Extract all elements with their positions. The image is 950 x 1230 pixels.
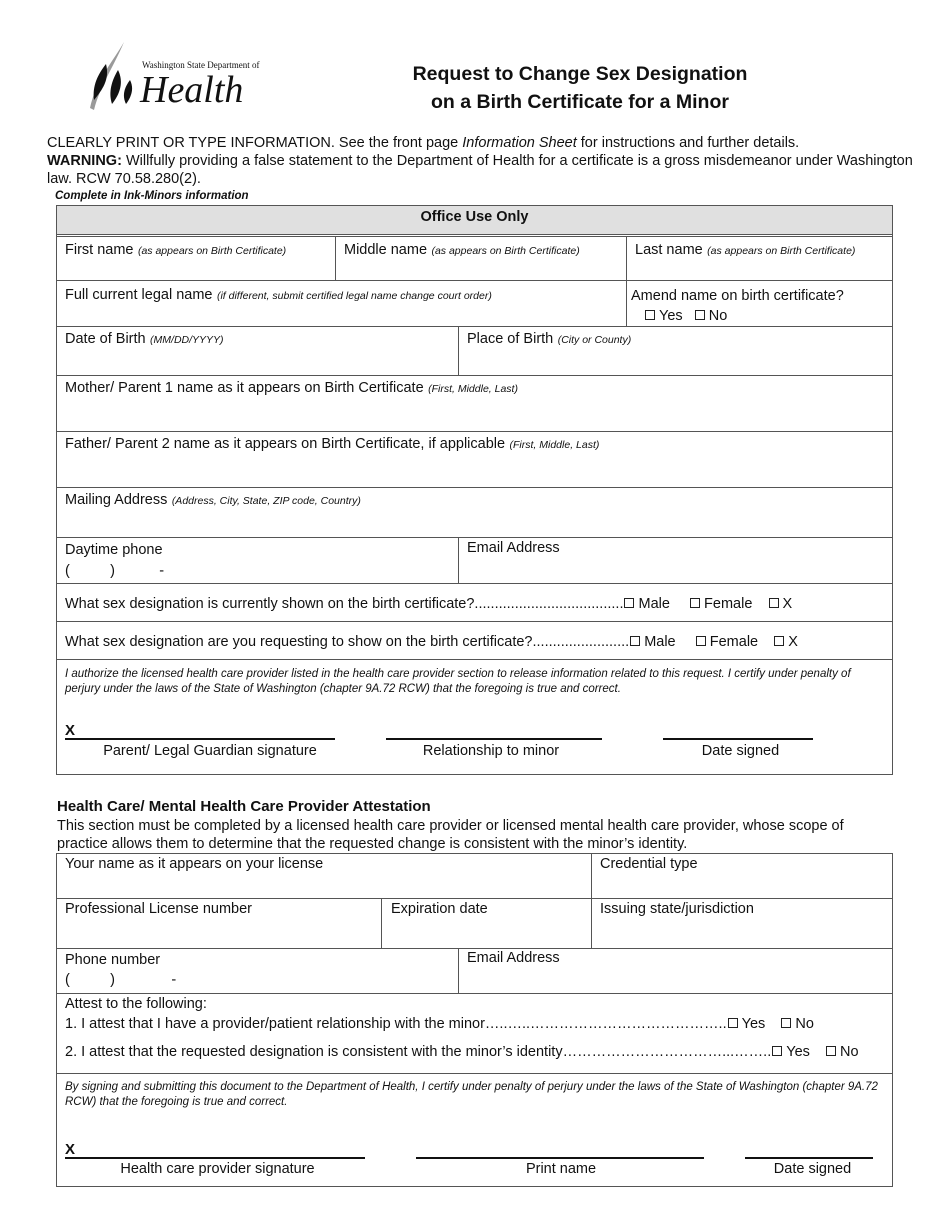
guardian-signature-line[interactable] — [65, 738, 335, 740]
parent1-field[interactable] — [65, 379, 885, 397]
issuing-state-field[interactable]: Issuing state/jurisdiction — [600, 901, 754, 917]
daytime-phone-field[interactable] — [65, 540, 450, 582]
requested-x-checkbox[interactable] — [774, 636, 784, 646]
amend-name-label: Amend name on birth certificate? — [631, 288, 844, 304]
daytime-phone-format: ( ) - — [65, 563, 165, 579]
pob-field[interactable] — [467, 330, 887, 348]
requested-sex-question: What sex designation are you requesting to show on the birth certificate?........................ — [65, 634, 630, 650]
attest-1-text: 1. I attest that I have a provider/patient relationship with the minor…..…..………………………………….. — [65, 1016, 727, 1032]
attest-1-no-label: No — [795, 1016, 814, 1032]
current-x-label: X — [782, 596, 793, 612]
dob-hint: (MM/DD/YYYY) — [150, 334, 224, 346]
provider-date-label: Date signed — [773, 1161, 852, 1177]
provider-description: This section must be completed by a licensed health care provider or licensed mental health care provider, whose scope of practice allows them to determine that the requested change is consistent with the minor’s identity. — [57, 818, 844, 852]
first-name-hint: (as appears on Birth Certificate) — [137, 245, 287, 257]
current-male-label: Male — [638, 596, 670, 612]
intro-text — [47, 134, 917, 188]
warning-text: Willfully providing a false statement to the Department of Health for a certificate is a gross misdemeanor under Washington law. RCW 70.58.280(2). — [47, 153, 913, 187]
logo-wordmark: Health — [140, 69, 244, 111]
middle-name-field[interactable] — [344, 241, 619, 259]
mailing-hint: (Address, City, State, ZIP code, Country) — [171, 495, 361, 507]
parent1-hint: (First, Middle, Last) — [428, 383, 518, 395]
intro-italic: Information Sheet — [462, 135, 577, 151]
certify-text: By signing and submitting this document to the Department of Health, I certify under penalty of perjury under the laws of the State of Washington (chapter 9A.72 RCW) that the foregoing is true and correct. — [65, 1081, 878, 1108]
middle-name-label: Middle name — [344, 242, 428, 258]
first-name-label: First name — [65, 242, 134, 258]
provider-date-line[interactable] — [745, 1157, 873, 1159]
provider-heading: Health Care/ Mental Health Care Provider Attestation — [57, 798, 431, 815]
credential-type-field[interactable]: Credential type — [600, 856, 698, 872]
requested-female-checkbox[interactable] — [696, 636, 706, 646]
attest-2-no-checkbox[interactable] — [826, 1046, 836, 1056]
requested-female-label: Female — [709, 634, 759, 650]
amend-name-question — [631, 286, 889, 326]
intro-part2: for instructions and further details. — [576, 135, 800, 151]
legal-name-hint: (if different, submit certified legal name change court order) — [216, 290, 492, 302]
attest-1-row — [65, 1016, 814, 1032]
expiration-date-field[interactable]: Expiration date — [391, 901, 488, 917]
provider-name-field[interactable]: Your name as it appears on your license — [65, 856, 324, 872]
form-title — [360, 60, 800, 116]
provider-signature-line[interactable] — [65, 1157, 365, 1159]
logo-dept-line: Washington State Department of — [142, 60, 260, 70]
print-name-label: Print name — [525, 1161, 597, 1177]
last-name-hint: (as appears on Birth Certificate) — [707, 245, 856, 257]
office-use-header: Office Use Only — [57, 206, 892, 235]
provider-phone-label: Phone number — [65, 952, 161, 968]
amend-no-label: No — [708, 308, 728, 324]
guardian-date-line[interactable] — [663, 738, 813, 740]
current-male-checkbox[interactable] — [624, 598, 634, 608]
print-name-line[interactable] — [416, 1157, 704, 1159]
provider-email-field[interactable]: Email Address — [467, 950, 560, 966]
last-name-field[interactable] — [635, 241, 890, 259]
requested-male-label: Male — [644, 634, 676, 650]
attest-1-yes-label: Yes — [741, 1016, 766, 1032]
doh-logo — [84, 40, 260, 112]
title-line-1: Request to Change Sex Designation — [412, 63, 748, 85]
daytime-phone-label: Daytime phone — [65, 542, 163, 558]
first-name-field[interactable] — [65, 241, 325, 259]
dob-label: Date of Birth — [65, 331, 146, 347]
attest-2-text: 2. I attest that the requested designation is consistent with the minor’s identity……………………………...…….. — [65, 1044, 772, 1060]
middle-name-hint: (as appears on Birth Certificate) — [431, 245, 580, 257]
provider-phone-format: ( ) - — [65, 972, 177, 988]
mailing-label: Mailing Address — [65, 492, 168, 508]
provider-sig-x: X — [65, 1141, 76, 1158]
title-line-2: on a Birth Certificate for a Minor — [431, 91, 729, 113]
requested-male-checkbox[interactable] — [630, 636, 640, 646]
guardian-sig-x: X — [65, 722, 76, 739]
provider-signature-label: Health care provider signature — [120, 1161, 315, 1177]
requested-x-label: X — [788, 634, 798, 650]
pob-label: Place of Birth — [467, 331, 554, 347]
pob-hint: (City or County) — [557, 334, 632, 346]
attest-2-yes-checkbox[interactable] — [772, 1046, 782, 1056]
amend-yes-checkbox[interactable] — [645, 310, 655, 320]
dob-field[interactable] — [65, 330, 450, 348]
attest-1-yes-checkbox[interactable] — [728, 1018, 738, 1028]
parent2-label: Father/ Parent 2 name as it appears on Birth Certificate, if applicable — [65, 436, 506, 452]
last-name-label: Last name — [635, 242, 703, 258]
attest-2-yes-label: Yes — [786, 1044, 810, 1060]
legal-name-label: Full current legal name — [65, 287, 213, 303]
current-sex-row — [65, 596, 885, 612]
attest-2-no-label: No — [839, 1044, 859, 1060]
current-female-label: Female — [704, 596, 753, 612]
relationship-label: Relationship to minor — [422, 743, 560, 759]
license-number-field[interactable]: Professional License number — [65, 901, 252, 917]
parent1-label: Mother/ Parent 1 name as it appears on Birth Certificate — [65, 380, 424, 396]
relationship-line[interactable] — [386, 738, 602, 740]
current-x-checkbox[interactable] — [769, 598, 779, 608]
minor-email-field[interactable]: Email Address — [467, 540, 560, 556]
current-sex-question: What sex designation is currently shown on the birth certificate?..................................... — [65, 596, 624, 612]
amend-no-checkbox[interactable] — [695, 310, 705, 320]
parent2-field[interactable] — [65, 435, 885, 453]
attest-1-no-checkbox[interactable] — [781, 1018, 791, 1028]
ink-note: Complete in Ink-Minors information — [55, 190, 249, 202]
warning-label: WARNING: — [47, 153, 122, 169]
current-female-checkbox[interactable] — [690, 598, 700, 608]
leaf-logo-icon — [84, 40, 144, 112]
legal-name-field[interactable] — [65, 286, 620, 304]
attest-2-row — [65, 1044, 859, 1060]
parent2-hint: (First, Middle, Last) — [509, 439, 600, 451]
requested-sex-row — [65, 634, 885, 650]
guardian-date-label: Date signed — [701, 743, 780, 759]
amend-yes-label: Yes — [659, 308, 683, 324]
authorization-text: I authorize the licensed health care provider listed in the health care provider section to release information related to this request. I certify under penalty of perjury under the laws of the State of Washington (chapter 9A.72 RCW) that the foregoing is true and correct. — [65, 668, 851, 695]
intro-part1: CLEARLY PRINT OR TYPE INFORMATION. See the front page — [47, 135, 463, 151]
attest-heading: Attest to the following: — [65, 996, 207, 1012]
mailing-address-field[interactable] — [65, 491, 885, 509]
guardian-signature-label: Parent/ Legal Guardian signature — [103, 743, 317, 759]
provider-phone-field[interactable] — [65, 950, 176, 990]
